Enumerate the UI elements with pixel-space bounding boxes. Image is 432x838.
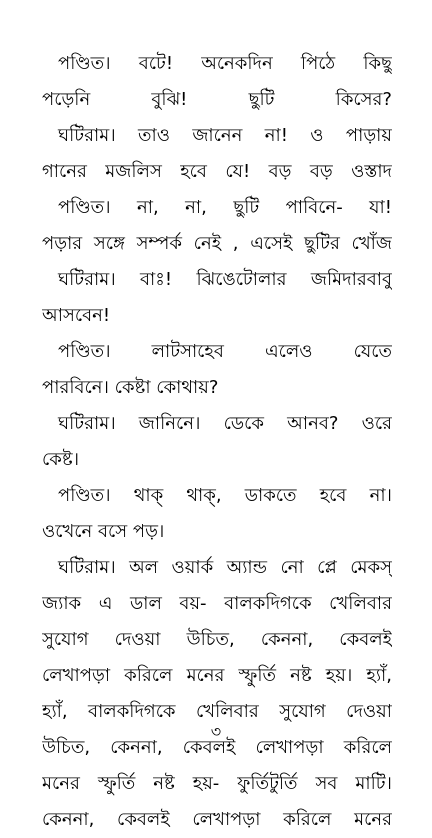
dialogue-line-16: জ্যাক এ ডাল বয়- বালকদিগকে খেলিবার	[42, 593, 392, 614]
dialogue-line-9: পণ্ডিত। লাটসাহেব এলেও যেতে	[58, 341, 392, 362]
dialogue-line-20: উচিত, কেননা, কেবলই লেখাপড়া করিলে	[42, 737, 392, 758]
dialogue-line-7: ঘটিরাম। বাঃ! ঝিঙেটোলার জমিদারবাবু	[58, 269, 392, 290]
dialogue-line-21: মনের স্ফুর্তি নষ্ট হয়- ফুর্তিটুর্তি সব মাটি।	[42, 773, 392, 794]
dialogue-line-12: কেষ্ট।	[42, 449, 80, 470]
dialogue-line-19: হ্যাঁ, বালকদিগকে খেলিবার সুযোগ দেওয়া	[42, 701, 392, 722]
page-number: ৩	[210, 722, 222, 741]
dialogue-line-2: পড়েনি বুঝি! ছুটি কিসের?	[42, 89, 392, 110]
dialogue-line-15: ঘটিরাম। অল ওয়ার্ক অ্যান্ড নো প্লে মেকস্	[58, 557, 392, 578]
dialogue-line-14: ওখেনে বসে পড়।	[42, 521, 165, 542]
dialogue-text-body	[42, 46, 392, 838]
dialogue-line-4: গানের মজলিস হবে যে! বড় বড় ওস্তাদ	[42, 161, 392, 182]
dialogue-line-3: ঘটিরাম। তাও জানেন না! ও পাড়ায়	[58, 125, 392, 146]
dialogue-line-13: পণ্ডিত। থাক্ থাক্, ডাকতে হবে না।	[58, 485, 392, 506]
dialogue-line-17: সুযোগ দেওয়া উচিত, কেননা, কেবলই	[42, 629, 392, 650]
dialogue-line-10: পারবিনে। কেষ্টা কোথায়?	[42, 377, 219, 398]
dialogue-line-8: আসবেন!	[42, 305, 111, 326]
dialogue-line-6: পড়ার সঙ্গে সম্পর্ক নেই , এসেই ছুটির খোঁজ	[42, 233, 392, 254]
dialogue-line-5: পণ্ডিত। না, না, ছুটি পাবিনে- যা!	[58, 197, 392, 218]
dialogue-line-1: পণ্ডিত। বটে! অনেকদিন পিঠে কিছু	[58, 53, 392, 74]
dialogue-line-18: লেখাপড়া করিলে মনের স্ফুর্তি নষ্ট হয়। হ্যাঁ,	[42, 665, 392, 686]
dialogue-line-22: কেননা, কেবলই লেখাপড়া করিলে মনের	[42, 809, 392, 830]
dialogue-line-11: ঘটিরাম। জানিনে। ডেকে আনব? ওরে	[58, 413, 392, 434]
